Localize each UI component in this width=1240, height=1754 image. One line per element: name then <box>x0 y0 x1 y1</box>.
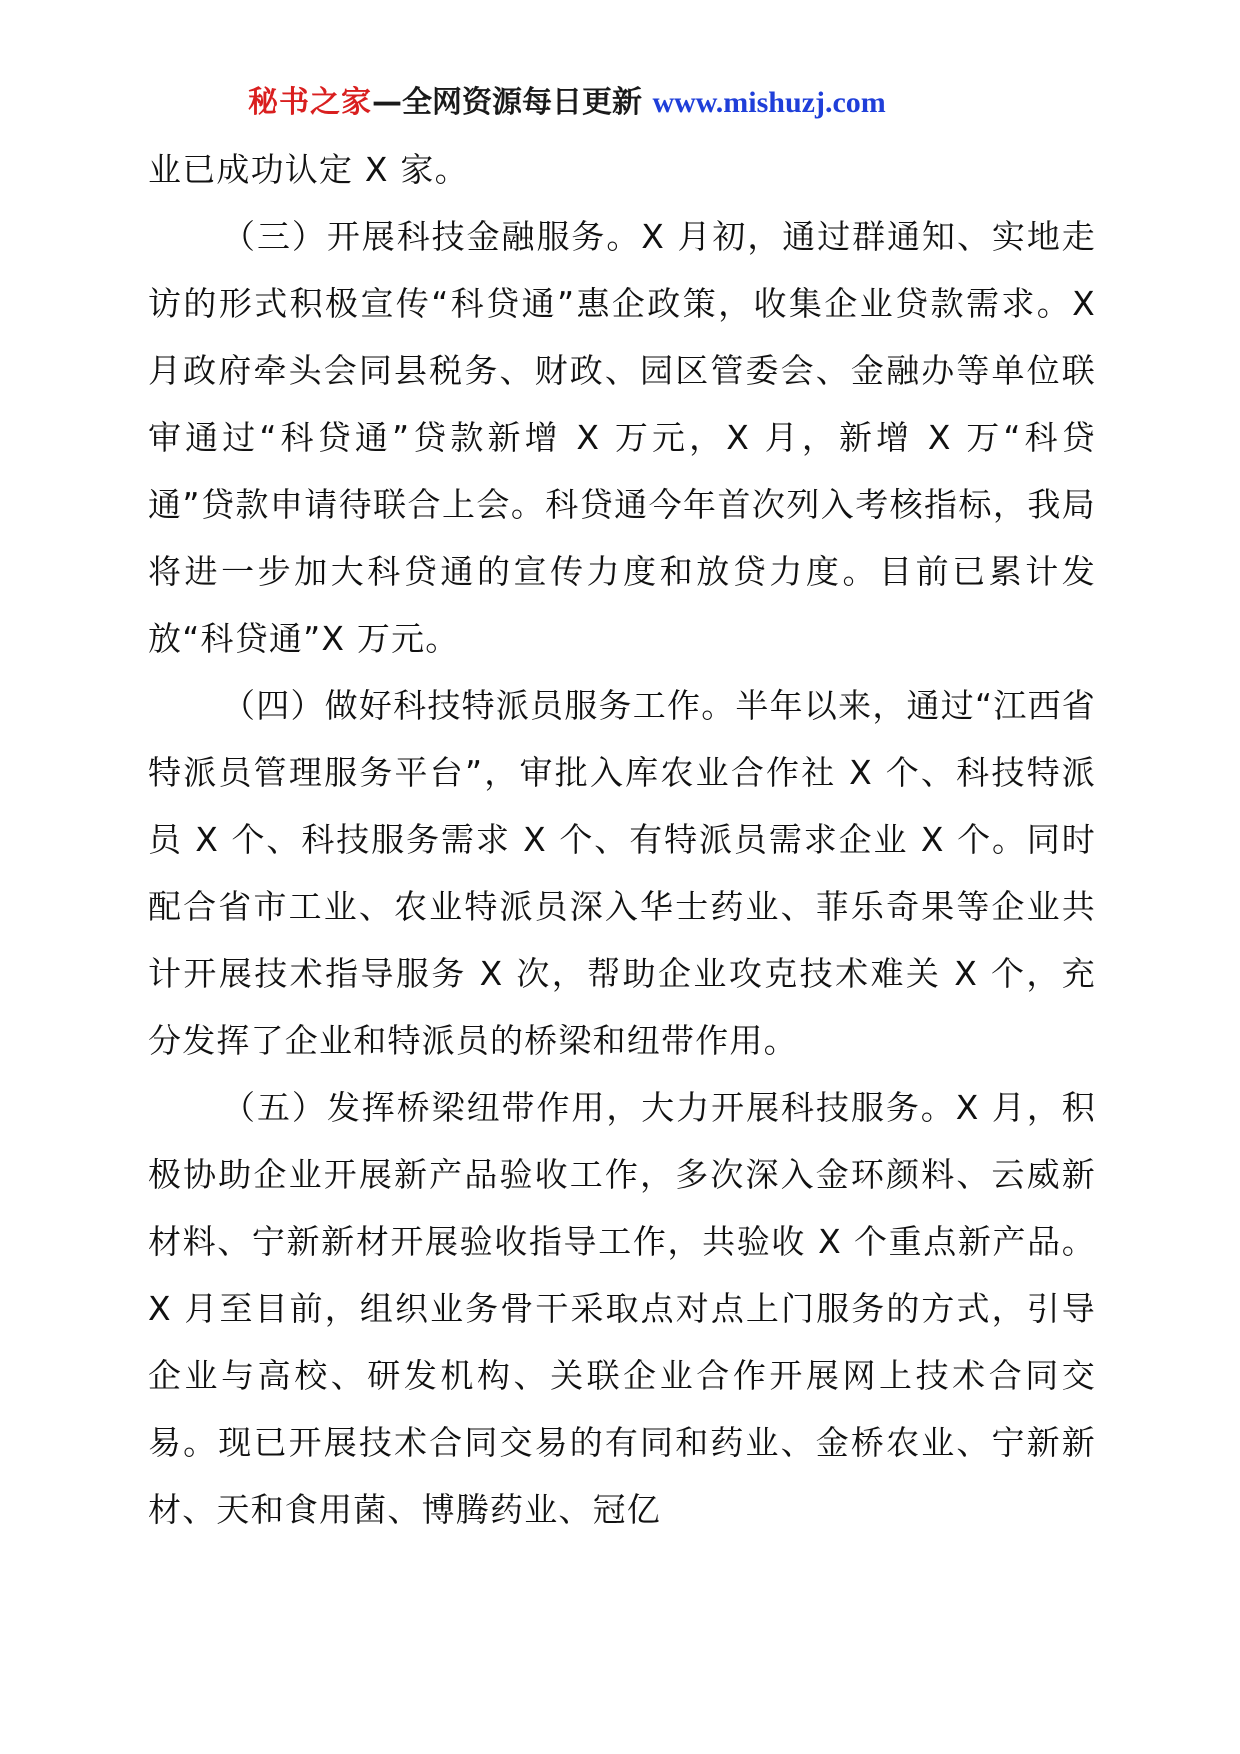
document-body <box>148 136 1096 1543</box>
paragraph-continuation: 业已成功认定 X 家。 <box>148 150 469 189</box>
watermark-brand: 秘书之家 <box>248 85 372 120</box>
watermark-tagline: —全网资源每日更新 <box>372 85 642 120</box>
watermark-url[interactable]: www.mishuzj.com <box>652 86 886 119</box>
site-watermark <box>248 85 886 120</box>
paragraph-section-three: （三）开展科技金融服务。X 月初，通过群通知、实地走访的形式积极宣传“科贷通”惠企政策，收集企业贷款需求。X 月政府牵头会同县税务、财政、园区管委会、金融办等单位联审通过“科贷通”贷款新增 X 万元，X 月，新增 X 万“科贷通”贷款申请待联合上会。科贷通今年首次列入考核指标，我局将进一步加大科贷通的宣传力度和放贷力度。目前已累计发放“科贷通”X 万元。 <box>148 217 1096 658</box>
paragraph-section-four: （四）做好科技特派员服务工作。半年以来，通过“江西省特派员管理服务平台”，审批入库农业合作社 X 个、科技特派员 X 个、科技服务需求 X 个、有特派员需求企业 X 个。同时配合省市工业、农业特派员深入华士药业、菲乐奇果等企业共计开展技术指导服务 X 次，帮助企业攻克技术难关 X 个，充分发挥了企业和特派员的桥梁和纽带作用。 <box>148 686 1096 1060</box>
paragraph-section-five: （五）发挥桥梁纽带作用，大力开展科技服务。X 月，积极协助企业开展新产品验收工作，多次深入金环颜料、云威新材料、宁新新材开展验收指导工作，共验收 X 个重点新产品。X 月至目前，组织业务骨干采取点对点上门服务的方式，引导企业与高校、研发机构、关联企业合作开展网上技术合同交易。现已开展技术合同交易的有同和药业、金桥农业、宁新新材、天和食用菌、博腾药业、冠亿 <box>148 1088 1096 1529</box>
